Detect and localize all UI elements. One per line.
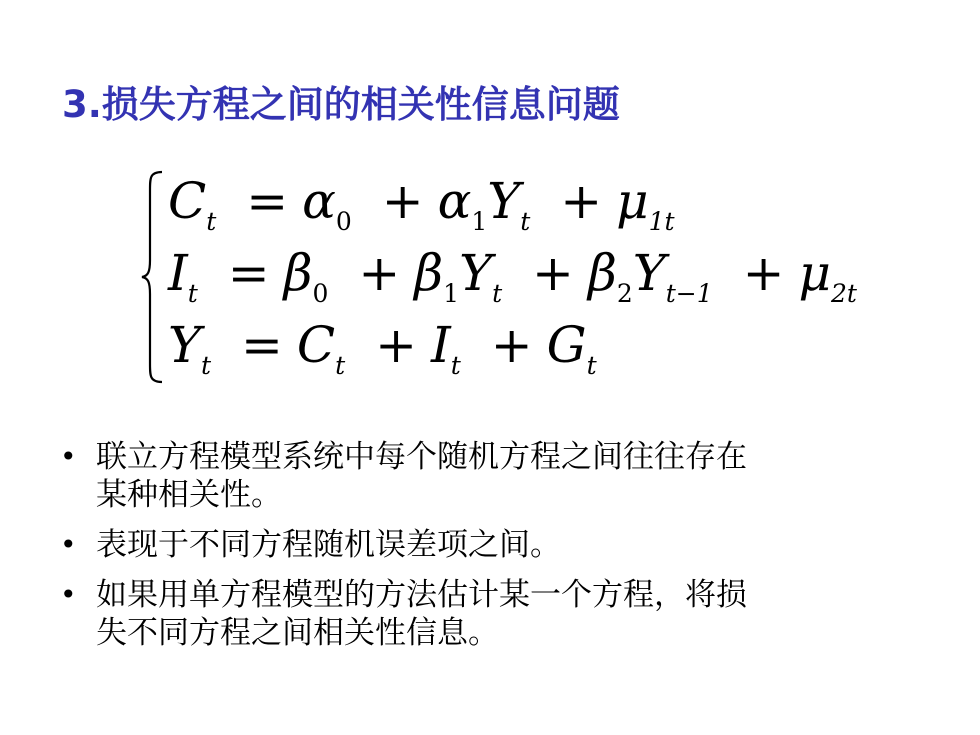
- eq2-beta0: β: [283, 244, 313, 302]
- eq2-beta2: β: [587, 244, 617, 302]
- equation-income-identity: [168, 316, 597, 380]
- eq1-mu-sub: 1t: [648, 207, 675, 236]
- bullet-dot: •: [60, 578, 77, 611]
- eq2-plus3: +: [742, 244, 785, 302]
- eq3-i: I: [431, 316, 451, 374]
- eq1-plus1: +: [381, 172, 424, 230]
- eq1-equals: =: [246, 172, 289, 230]
- eq2-mu-sub: 2t: [830, 279, 857, 308]
- eq2-plus1: +: [358, 244, 401, 302]
- equation-consumption: [168, 172, 675, 236]
- eq3-c-sub: t: [335, 351, 346, 380]
- eq2-y: Y: [459, 244, 493, 302]
- eq2-beta1: β: [414, 244, 444, 302]
- eq3-g: G: [546, 316, 587, 374]
- bullet-line: 联立方程模型系统中每个随机方程之间往往存在: [96, 439, 747, 475]
- eq2-plus2: +: [532, 244, 574, 302]
- bullet-line: 某种相关性。: [96, 477, 282, 513]
- eq2-beta0-sub: 0: [312, 279, 329, 308]
- eq1-lhs-sub: t: [206, 207, 217, 236]
- eq3-c: C: [296, 316, 336, 374]
- eq1-lhs: C: [168, 172, 207, 230]
- left-brace: [140, 168, 166, 386]
- eq2-y-sub: t: [492, 279, 503, 308]
- eq3-g-sub: t: [586, 351, 597, 380]
- eq2-y-lag: Y: [632, 244, 666, 302]
- eq1-plus2: +: [560, 172, 603, 230]
- eq1-alpha0-sub: 0: [335, 207, 352, 236]
- eq3-lhs: Y: [168, 316, 202, 374]
- bullet-item: [58, 526, 928, 564]
- eq2-lhs: I: [168, 244, 188, 302]
- eq2-lhs-sub: t: [187, 279, 198, 308]
- eq1-mu: μ: [616, 172, 649, 230]
- bullet-line: 如果用单方程模型的方法估计某一个方程，将损: [96, 577, 747, 613]
- eq3-lhs-sub: t: [201, 351, 212, 380]
- eq1-alpha1: α: [437, 172, 472, 230]
- bullet-line: 失不同方程之间相关性信息。: [96, 615, 499, 651]
- eq2-mu: μ: [798, 244, 831, 302]
- slide-title: 3.损失方程之间的相关性信息问题: [62, 83, 620, 126]
- equation-system: [140, 168, 857, 388]
- eq1-alpha0: α: [302, 172, 336, 230]
- eq2-y-lag-sub: t−1: [665, 279, 713, 308]
- eq2-equals: =: [227, 244, 270, 302]
- bullet-dot: •: [60, 528, 77, 561]
- bullet-item: [58, 576, 928, 652]
- eq1-y: Y: [487, 172, 521, 230]
- bullet-item: [58, 438, 928, 514]
- bullet-list: [58, 438, 928, 664]
- bullet-dot: •: [60, 440, 77, 473]
- eq3-plus1: +: [375, 316, 417, 374]
- bullet-line: 表现于不同方程随机误差项之间。: [96, 527, 561, 563]
- eq1-alpha1-sub: 1: [471, 207, 488, 236]
- eq1-y-sub: t: [520, 207, 531, 236]
- eq3-i-sub: t: [450, 351, 461, 380]
- equation-investment: [168, 244, 857, 308]
- eq2-beta2-sub: 2: [616, 279, 633, 308]
- eq3-plus2: +: [490, 316, 533, 374]
- eq3-equals: =: [240, 316, 283, 374]
- eq2-beta1-sub: 1: [443, 279, 460, 308]
